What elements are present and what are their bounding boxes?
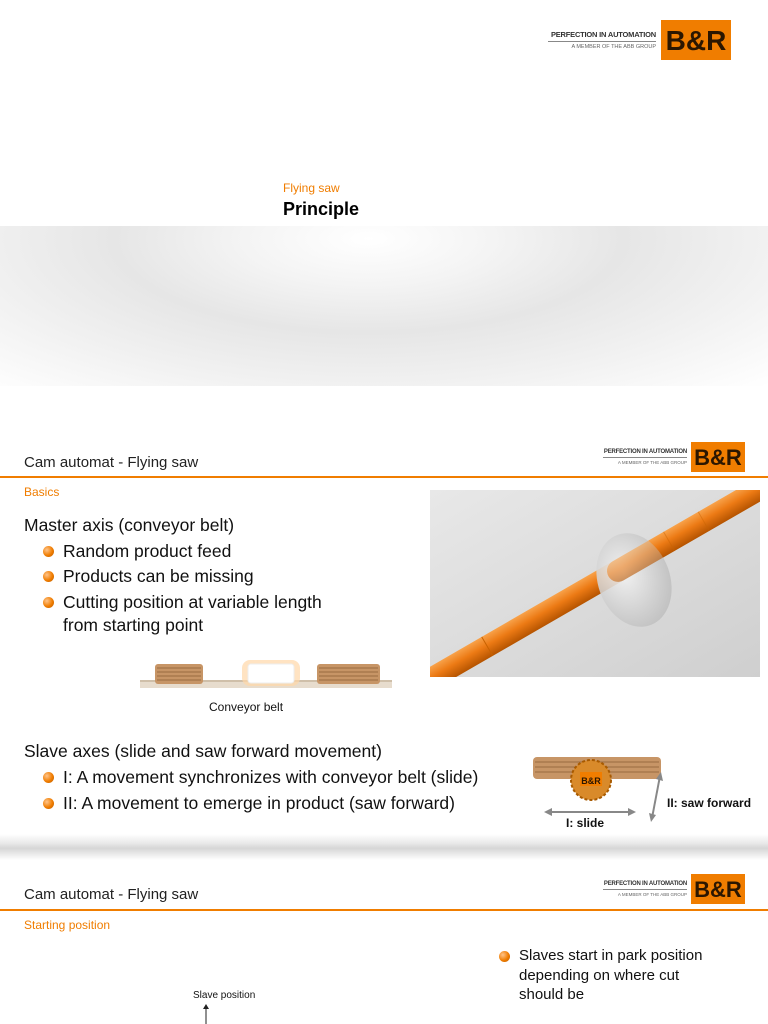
title-heading: Principle [283,199,360,219]
conveyor-caption: Conveyor belt [209,700,284,714]
log-icon [317,664,380,684]
master-heading: Master axis (conveyor belt) [24,515,235,535]
master-bullet: Cutting position at variable length [63,592,322,612]
logo-member: A MEMBER OF THE ABB GROUP [571,44,656,50]
logo-member: A MEMBER OF THE ABB GROUP [617,460,687,465]
section-label: Basics [24,485,60,499]
saw-blade-icon [571,760,611,800]
slide-title: Cam automat - Flying saw [24,454,199,471]
brand-logo [603,874,745,904]
pipe-saw-render [430,490,760,677]
missing-product-icon [248,664,294,683]
svg-text:B&R: B&R [581,776,601,786]
bullet-dot-icon [43,798,54,809]
starting-position-slide [0,860,768,1024]
sunburst-background [0,226,768,386]
bullet-dot-icon [43,772,54,783]
bullet-dot-icon [499,951,510,962]
title-slide [0,0,768,420]
slide-label: I: slide [566,816,605,830]
slave-bullet: II: A movement to emerge in product (saw forward) [63,793,455,813]
y-axis-arrow-icon [200,1004,212,1024]
logo-tagline: PERFECTION IN AUTOMATION [603,881,687,887]
master-bullet-continuation: from starting point [63,615,204,635]
br-logo-icon [691,874,745,904]
log-icon [155,664,203,684]
br-logo-icon [691,442,745,472]
bullet-dot-icon [43,571,54,582]
master-bullet: Random product feed [63,541,232,561]
start-bullet: Slaves start in park position depending on where cut should be [519,947,703,1003]
slide-title: Cam automat - Flying saw [24,886,199,903]
bullet-dot-icon [43,546,54,557]
svg-text:B&R: B&R [665,25,727,56]
section-label: Starting position [24,918,111,932]
conveyor-belt-figure [140,658,392,694]
slave-bullet: I: A movement synchronizes with conveyor belt (slide) [63,767,479,787]
header-rule [0,909,768,911]
basics-slide [0,436,768,834]
logo-tagline: PERFECTION IN AUTOMATION [550,30,656,39]
graph-y-label: Slave position [193,990,256,1001]
slide-separator [0,420,768,436]
slide-separator [0,834,768,860]
bullet-dot-icon [43,597,54,608]
header-rule [0,476,768,478]
logo-member: A MEMBER OF THE ABB GROUP [617,892,687,897]
svg-text:B&R: B&R [694,877,742,902]
svg-text:B&R: B&R [694,445,742,470]
master-bullet: Products can be missing [63,566,254,586]
saw-forward-label: II: saw forward [667,796,752,810]
logo-tagline: PERFECTION IN AUTOMATION [603,449,687,455]
brand-logo [603,442,745,472]
br-logo-icon [661,20,731,60]
title-subtitle: Flying saw [283,181,340,195]
double-arrow-icon [648,770,664,824]
slave-heading: Slave axes (slide and saw forward movement) [24,741,382,761]
brand-logo [548,20,731,60]
